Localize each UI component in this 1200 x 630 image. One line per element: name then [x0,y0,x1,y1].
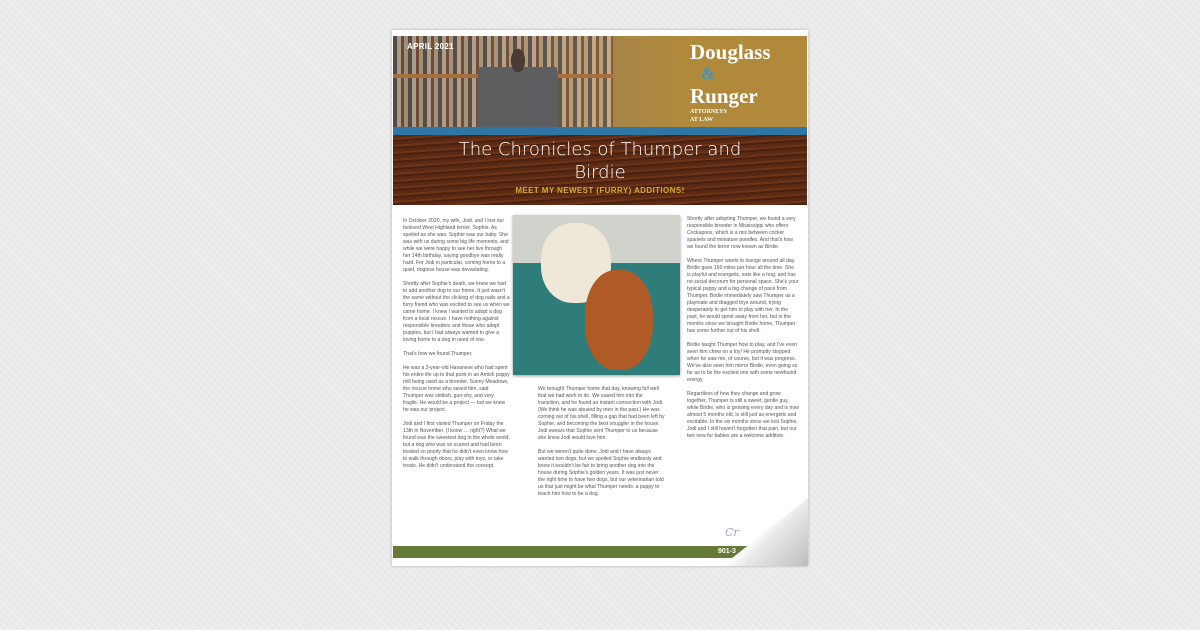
column-2 [538,386,665,505]
paragraph: Where Thumper wants to lounge around all day, Birdie goes 150 miles per hour all the time. She is playful and energetic, eats like a hog, and has no social decorum for personal space. She's your typical puppy and a big change of pace from Thumper. Birdie immediately saw Thumper as a playmate and dragged toys around, trying desperately to get him to play with her. In the past, he would sprint away from her, but in the months since we brought Birdie home, Thumper has come further out of his shell. [687,258,799,334]
article-subtitle: MEET MY NEWEST (FURRY) ADDITIONS! [515,186,685,195]
paragraph: Shortly after Sophie's death, we knew we had to add another dog to our home. It just wasn't the same without the clicking of dog nails and a furry friend who was excited to see us when we came home. I knew I wanted to adopt a dog from a local rescue. I have nothing against responsible breeders and those who adopt puppies, but I had always wanted to give a loving home to a dog in need of one. [403,281,510,343]
paragraph: But we weren't quite done. Jodi and I have always wanted two dogs, but we spoiled Sophie endlessly and knew it wouldn't be fair to bring another dog into the house during Sophie's golden years. It was just never the right time to have two dogs, but our veterinarian told us that just might be what Thumper needs: a puppy to teach him how to be a dog. [538,449,664,497]
paragraph: Regardless of how they change and grow together, Thumper is still a sweet, gentle guy, while Birdie, who is growing every day and is now almost 5 months old, is still just as energetic and excitable. In the six months since we lost Sophie, Jodi and I still haven't forgotten that pain, but our two new fur babies are a welcome addition. [687,391,799,439]
paragraph: We brought Thumper home that day, knowing full well that we had work to do. We eased him into the transition, and he found an instant connection with Jodi. (We think he was abused by men in the past.) He was coming out of his shell, filling a gap that had been left by Sophie, and becoming the best snuggler in the house. Jodi swears that Sophie sent Thumper to us because she knew Jodi would love him. [538,386,665,441]
logo-ampersand: & [701,64,716,83]
red-dog [585,270,653,370]
dogs-photo [513,215,680,375]
title-banner [393,135,807,205]
signature: Cr [725,526,739,539]
attorney-photo [478,44,558,127]
column-3 [687,216,799,447]
footer-phone: 901-3 [718,548,736,555]
article-title: The Chronicles of Thumper and Birdie [458,139,742,183]
logo-line1: Douglass [690,40,771,64]
column-1 [403,218,510,477]
blue-divider [393,127,807,135]
firm-logo [690,40,771,124]
newsletter-page [392,30,808,566]
issue-date: APRIL 2021 [407,42,454,51]
logo-sub2: AT LAW [690,117,713,123]
paragraph: That's how we found Thumper. [403,351,473,357]
logo-line2: Runger [690,84,758,108]
paragraph: Jodi and I first visited Thumper on Friday the 13th in November. (I know … right?) What we found was the sweetest dog in the whole world, but a dog who was so scared and had been treated so poorly that he didn't even know how to walk through doors, play with toys, or take treats. He didn't understand the concept. [403,421,510,469]
paragraph: Shortly after adopting Thumper, we found a very responsible breeder in Mississippi who offers Cockapoos, which is a mix between cocker spaniels and miniature poodles. And that's how we found the terror now known as Birdie. [687,216,796,250]
header-banner [393,36,807,127]
paragraph: He was a 3-year-old Havanese who had spent his entire life up to that point in an Amish puppy mill being used as a breeder. Sunny Meadows, the rescue home who saved him, said Thumper was skittish, gun-shy, and very fragile. He would be a project — but we knew he was our project. [403,365,510,413]
logo-sub1: ATTORNEYS [690,109,727,115]
paragraph: Birdie taught Thumper how to play, and I've even seen him chew on a toy! He promptly stopped when he saw me, of course, but it was progress. We've also seen him mirror Birdie, even going so far as to be the excited one with some newfound energy. [687,342,798,383]
paragraph: In October 2020, my wife, Jodi, and I lost our beloved West Highland terrier, Sophie. As spoiled as she was, Sophie was our baby. She was with us during some big life moments, and while we were happy to see her live through her 14th birthday, saying goodbye was really hard. For Jodi in particular, coming home to a quiet, dogless house was devastating. [403,218,509,273]
